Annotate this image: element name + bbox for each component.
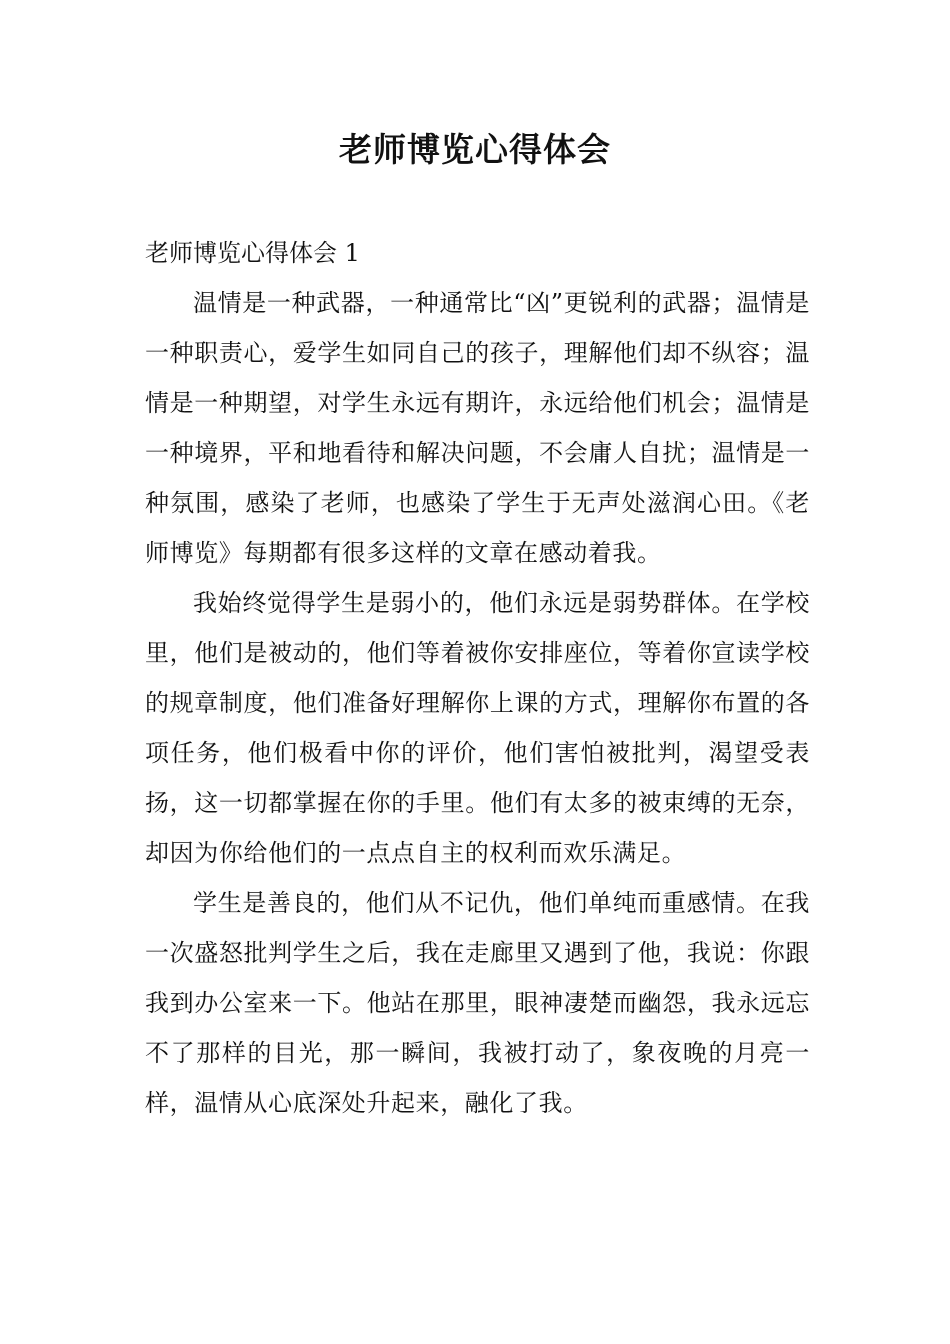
paragraph-2: 我始终觉得学生是弱小的，他们永远是弱势群体。在学校里，他们是被动的，他们等着被你安排座位，等着你宣读学校的规章制度，他们准备好理解你上课的方式，理解你布置的各项任务，他们极看中你的评价，他们害怕被批判，渴望受表扬，这一切都掌握在你的手里。他们有太多的被束缚的无奈，却因为你给他们的一点点自主的权利而欢乐满足。	[145, 589, 810, 867]
section-heading: 老师博览心得体会 1	[145, 239, 360, 267]
paragraph-1: 温情是一种武器，一种通常比“凶”更锐利的武器；温情是一种职责心，爱学生如同自己的孩子，理解他们却不纵容；温情是一种期望，对学生永远有期许，永远给他们机会；温情是一种境界，平和地看待和解决问题，不会庸人自扰；温情是一种氛围，感染了老师，也感染了学生于无声处滋润心田。《老师博览》每期都有很多这样的文章在感动着我。	[145, 289, 810, 567]
paragraph-3: 学生是善良的，他们从不记仇，他们单纯而重感情。在我一次盛怒批判学生之后，我在走廊里又遇到了他，我说：你跟我到办公室来一下。他站在那里，眼神凄楚而幽怨，我永远忘不了那样的目光，那一瞬间，我被打动了，象夜晚的月亮一样，温情从心底深处升起来，融化了我。	[145, 889, 810, 1117]
document-title: 老师博览心得体会	[339, 130, 611, 169]
document-body	[145, 228, 810, 1128]
